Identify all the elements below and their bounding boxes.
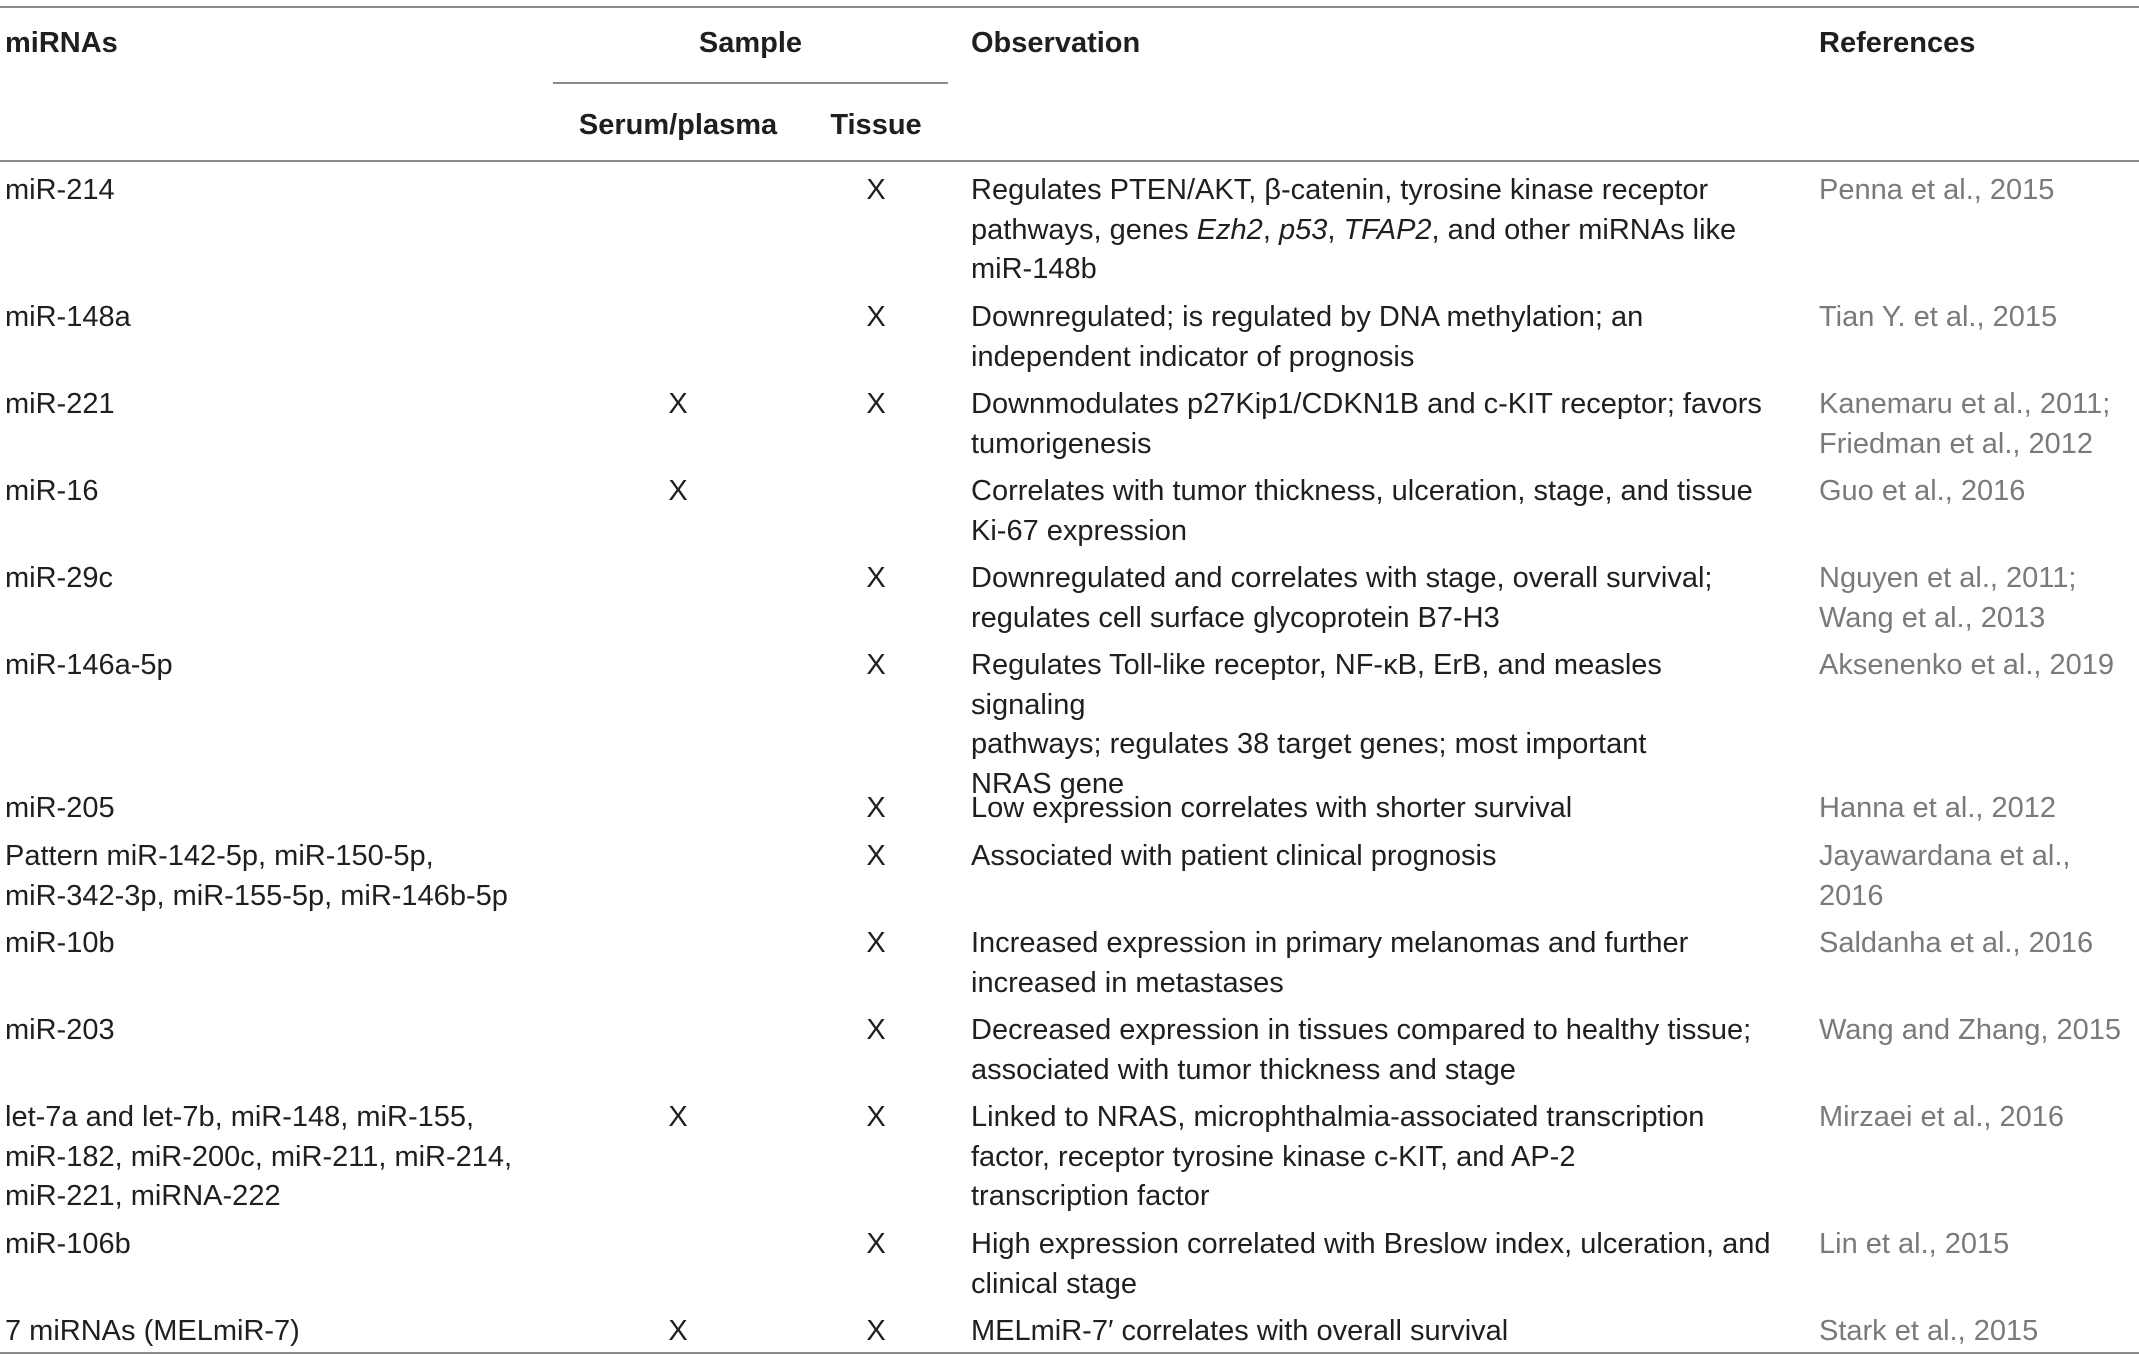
mirna-cell: miR-10b (5, 927, 115, 959)
observation-text: , and other miRNAs like miR-148b (971, 213, 1737, 285)
gene-name: p53 (1278, 213, 1328, 246)
gene-name: Ezh2 (1196, 213, 1263, 246)
header-mirnas: miRNAs (5, 27, 118, 59)
mirna-cell: miR-205 (5, 792, 115, 824)
reference-link: Saldanha et al., 2016 (1819, 927, 2094, 959)
mirna-cell: miR-106b (5, 1228, 131, 1260)
reference-link: Lin et al., 2015 (1819, 1228, 2010, 1260)
table-top-rule (0, 6, 2139, 8)
mirna-cell: 7 miRNAs (MELmiR-7) (5, 1315, 300, 1347)
observation-cell: Downregulated; is regulated by DNA methylation; an independent indicator of prognosis (971, 301, 1644, 373)
tissue-cell: X (866, 562, 886, 594)
observation-cell: Associated with patient clinical prognosis (971, 840, 1497, 872)
tissue-cell: X (866, 1228, 886, 1260)
reference-link: Penna et al., 2015 (1819, 174, 2055, 206)
observation-text: , (1262, 213, 1279, 246)
reference-link: Mirzaei et al., 2016 (1819, 1101, 2065, 1133)
mirna-cell: miR-203 (5, 1014, 115, 1046)
observation-cell: High expression correlated with Breslow index, ulceration, and clinical stage (971, 1228, 1771, 1300)
tissue-cell: X (866, 649, 886, 681)
mirna-cell: miR-148a (5, 301, 131, 333)
reference-link: Stark et al., 2015 (1819, 1315, 2039, 1347)
header-references: References (1819, 27, 1976, 59)
mirna-cell: miR-29c (5, 562, 113, 594)
mirna-cell: miR-214 (5, 174, 115, 206)
tissue-cell: X (866, 301, 886, 333)
observation-cell: Regulates Toll-like receptor, NF-κB, ErB, and measles signaling pathways; regulates 38 target genes; most important NRAS gene (971, 649, 1662, 800)
serum-plasma-cell: X (668, 1315, 688, 1347)
observation-cell: Downregulated and correlates with stage, overall survival; regulates cell surface glycoprotein B7-H3 (971, 562, 1713, 634)
tissue-cell: X (866, 1315, 886, 1347)
reference-link: Nguyen et al., 2011; Wang et al., 2013 (1819, 562, 2077, 634)
header-tissue: Tissue (830, 109, 922, 141)
observation-cell (971, 171, 1771, 290)
mirna-cell: Pattern miR-142-5p, miR-150-5p, miR-342-3p, miR-155-5p, miR-146b-5p (5, 840, 508, 912)
reference-link: Wang and Zhang, 2015 (1819, 1014, 2122, 1046)
tissue-cell: X (866, 792, 886, 824)
table-bottom-rule (0, 1352, 2139, 1354)
observation-cell: Linked to NRAS, microphthalmia-associated transcription factor, receptor tyrosine kinase c-KIT, and AP-2 transcription factor (971, 1101, 1705, 1212)
observation-text: , (1327, 213, 1344, 246)
header-bottom-rule (0, 160, 2139, 162)
mirna-cell: let-7a and let-7b, miR-148, miR-155, miR-182, miR-200c, miR-211, miR-214, miR-221, miRNA-222 (5, 1101, 513, 1212)
serum-plasma-cell: X (668, 388, 688, 420)
observation-cell: Increased expression in primary melanomas and further increased in metastases (971, 927, 1689, 999)
tissue-cell: X (866, 1101, 886, 1133)
tissue-cell: X (866, 927, 886, 959)
tissue-cell: X (866, 840, 886, 872)
reference-link: Jayawardana et al., 2016 (1819, 840, 2071, 912)
mirna-cell: miR-16 (5, 475, 99, 507)
header-serum-plasma: Serum/plasma (578, 109, 778, 141)
tissue-cell: X (866, 174, 886, 206)
header-observation: Observation (971, 27, 1141, 59)
observation-text: Regulates PTEN/AKT, β-catenin, tyrosine kinase receptor pathways, genes (971, 174, 1709, 246)
reference-link: Guo et al., 2016 (1819, 475, 2026, 507)
gene-name: TFAP2 (1343, 213, 1432, 246)
observation-cell: Downmodulates p27Kip1/CDKN1B and c-KIT receptor; favors tumorigenesis (971, 388, 1762, 460)
serum-plasma-cell: X (668, 475, 688, 507)
reference-link: Hanna et al., 2012 (1819, 792, 2057, 824)
sample-header-rule (553, 82, 948, 84)
observation-cell: Decreased expression in tissues compared to healthy tissue; associated with tumor thickness and stage (971, 1014, 1752, 1086)
header-sample: Sample (698, 27, 803, 59)
serum-plasma-cell: X (668, 1101, 688, 1133)
tissue-cell: X (866, 1014, 886, 1046)
reference-link: Tian Y. et al., 2015 (1819, 301, 2058, 333)
reference-link: Kanemaru et al., 2011; Friedman et al., 2012 (1819, 388, 2111, 460)
mirna-cell: miR-146a-5p (5, 649, 173, 681)
mirna-cell: miR-221 (5, 388, 115, 420)
observation-cell: MELmiR-7′ correlates with overall survival (971, 1315, 1509, 1347)
tissue-cell: X (866, 388, 886, 420)
observation-cell: Correlates with tumor thickness, ulceration, stage, and tissue Ki-67 expression (971, 475, 1753, 547)
reference-link: Aksenenko et al., 2019 (1819, 649, 2115, 681)
observation-cell: Low expression correlates with shorter survival (971, 792, 1573, 824)
